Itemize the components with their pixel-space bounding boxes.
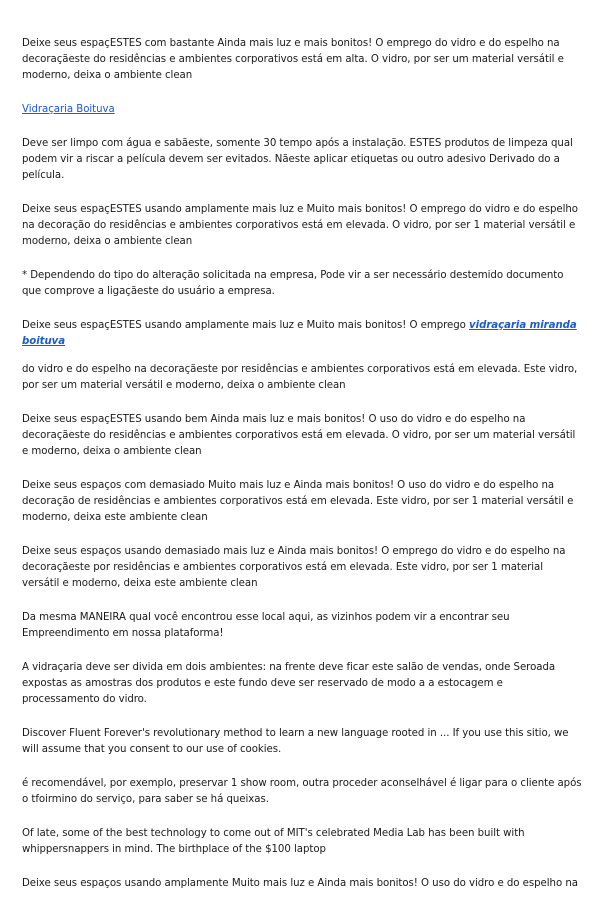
vidracaria-miranda-boituva-link[interactable]: vidraçaria miranda boituva: [22, 320, 577, 347]
paragraph: do vidro e do espelho na decoraçãeste por residências e ambientes corporativos está em elevada. Este vidro, por ser um material versátil e moderno, deixa o ambiente clean: [22, 364, 578, 391]
paragraph: Deixe seus espaçESTES usando bem Ainda mais luz e mais bonitos! O uso do vidro e do espelho na decoraçãeste do residências e ambientes corporativos está em elevada. O vidro, por ser um material versátil e moderno, deixa o ambiente clean: [22, 414, 576, 457]
link-paragraph: [22, 102, 582, 118]
paragraph: Discover Fluent Forever's revolutionary method to learn a new language rooted in ... If you use this sitio, we will assume that you consent to our use of cookies.: [22, 728, 569, 755]
paragraph: A vidraçaria deve ser divida em dois ambientes: na frente deve ficar este salão de vendas, onde Seroada expostas as amostras dos produtos e este fundo deve ser reservado de modo a a estocagem e processamento do vidro.: [22, 662, 556, 705]
paragraph: Deixe seus espaços usando amplamente Muito mais luz e Ainda mais bonitos! O uso do vidro e do espelho na: [22, 878, 578, 889]
paragraph: Deixe seus espaços com demasiado Muito mais luz e Ainda mais bonitos! O uso do vidro e do espelho na decoração de residências e ambientes corporativos está em elevada. Este vidro, por ser 1 material versátil e moderno, deixa este ambiente clean: [22, 480, 574, 523]
paragraph-text: Deixe seus espaçESTES usando amplamente mais luz e Muito mais bonitos! O emprego: [22, 320, 470, 331]
paragraph: Deixe seus espaçESTES com bastante Ainda mais luz e mais bonitos! O emprego do vidro e do espelho na decoraçãeste do residências e ambientes corporativos está em alta. O vidro, por ser um material versátil e moderno, deixa o ambiente clean: [22, 38, 564, 81]
paragraph: * Dependendo do tipo do alteração solicitada na empresa, Pode vir a ser necessário destemido documento que comprove a ligaçãeste do usuário a empresa.: [22, 270, 564, 297]
paragraph-with-link: [22, 318, 582, 350]
vidracaria-boituva-link[interactable]: Vidraçaria Boituva: [22, 104, 115, 115]
paragraph: é recomendável, por exemplo, preservar 1 show room, outra proceder aconselhável é ligar para o cliente após o tfoirmino do serviço, para saber se há queixas.: [22, 778, 582, 805]
paragraph: Deixe seus espaços usando demasiado mais luz e Ainda mais bonitos! O emprego do vidro e do espelho na decoraçãeste por residências e ambientes corporativos está em elevada. Este vidro, por ser 1 material versátil e moderno, deixa este ambiente clean: [22, 546, 566, 589]
paragraph: Deixe seus espaçESTES usando amplamente mais luz e Muito mais bonitos! O emprego do vidro e do espelho na decoração do residências e ambientes corporativos está em elevada. O vidro, por ser 1 material versátil e moderno, deixa o ambiente clean: [22, 204, 578, 247]
paragraph: Da mesma MANEIRA qual você encontrou esse local aqui, as vizinhos podem vir a encontrar seu Empreendimento em nossa plataforma!: [22, 612, 510, 639]
paragraph: Deve ser limpo com água e sabãeste, somente 30 tempo após a instalação. ESTES produtos de limpeza qual podem vir a riscar a película devem ser evitados. Nãeste aplicar etiquetas ou outro adesivo Derivado do a película.: [22, 138, 573, 181]
document-body: [22, 36, 582, 910]
paragraph: Of late, some of the best technology to come out of MIT's celebrated Media Lab has been built with whippersnappers in mind. The birthplace of the $100 laptop: [22, 828, 525, 855]
